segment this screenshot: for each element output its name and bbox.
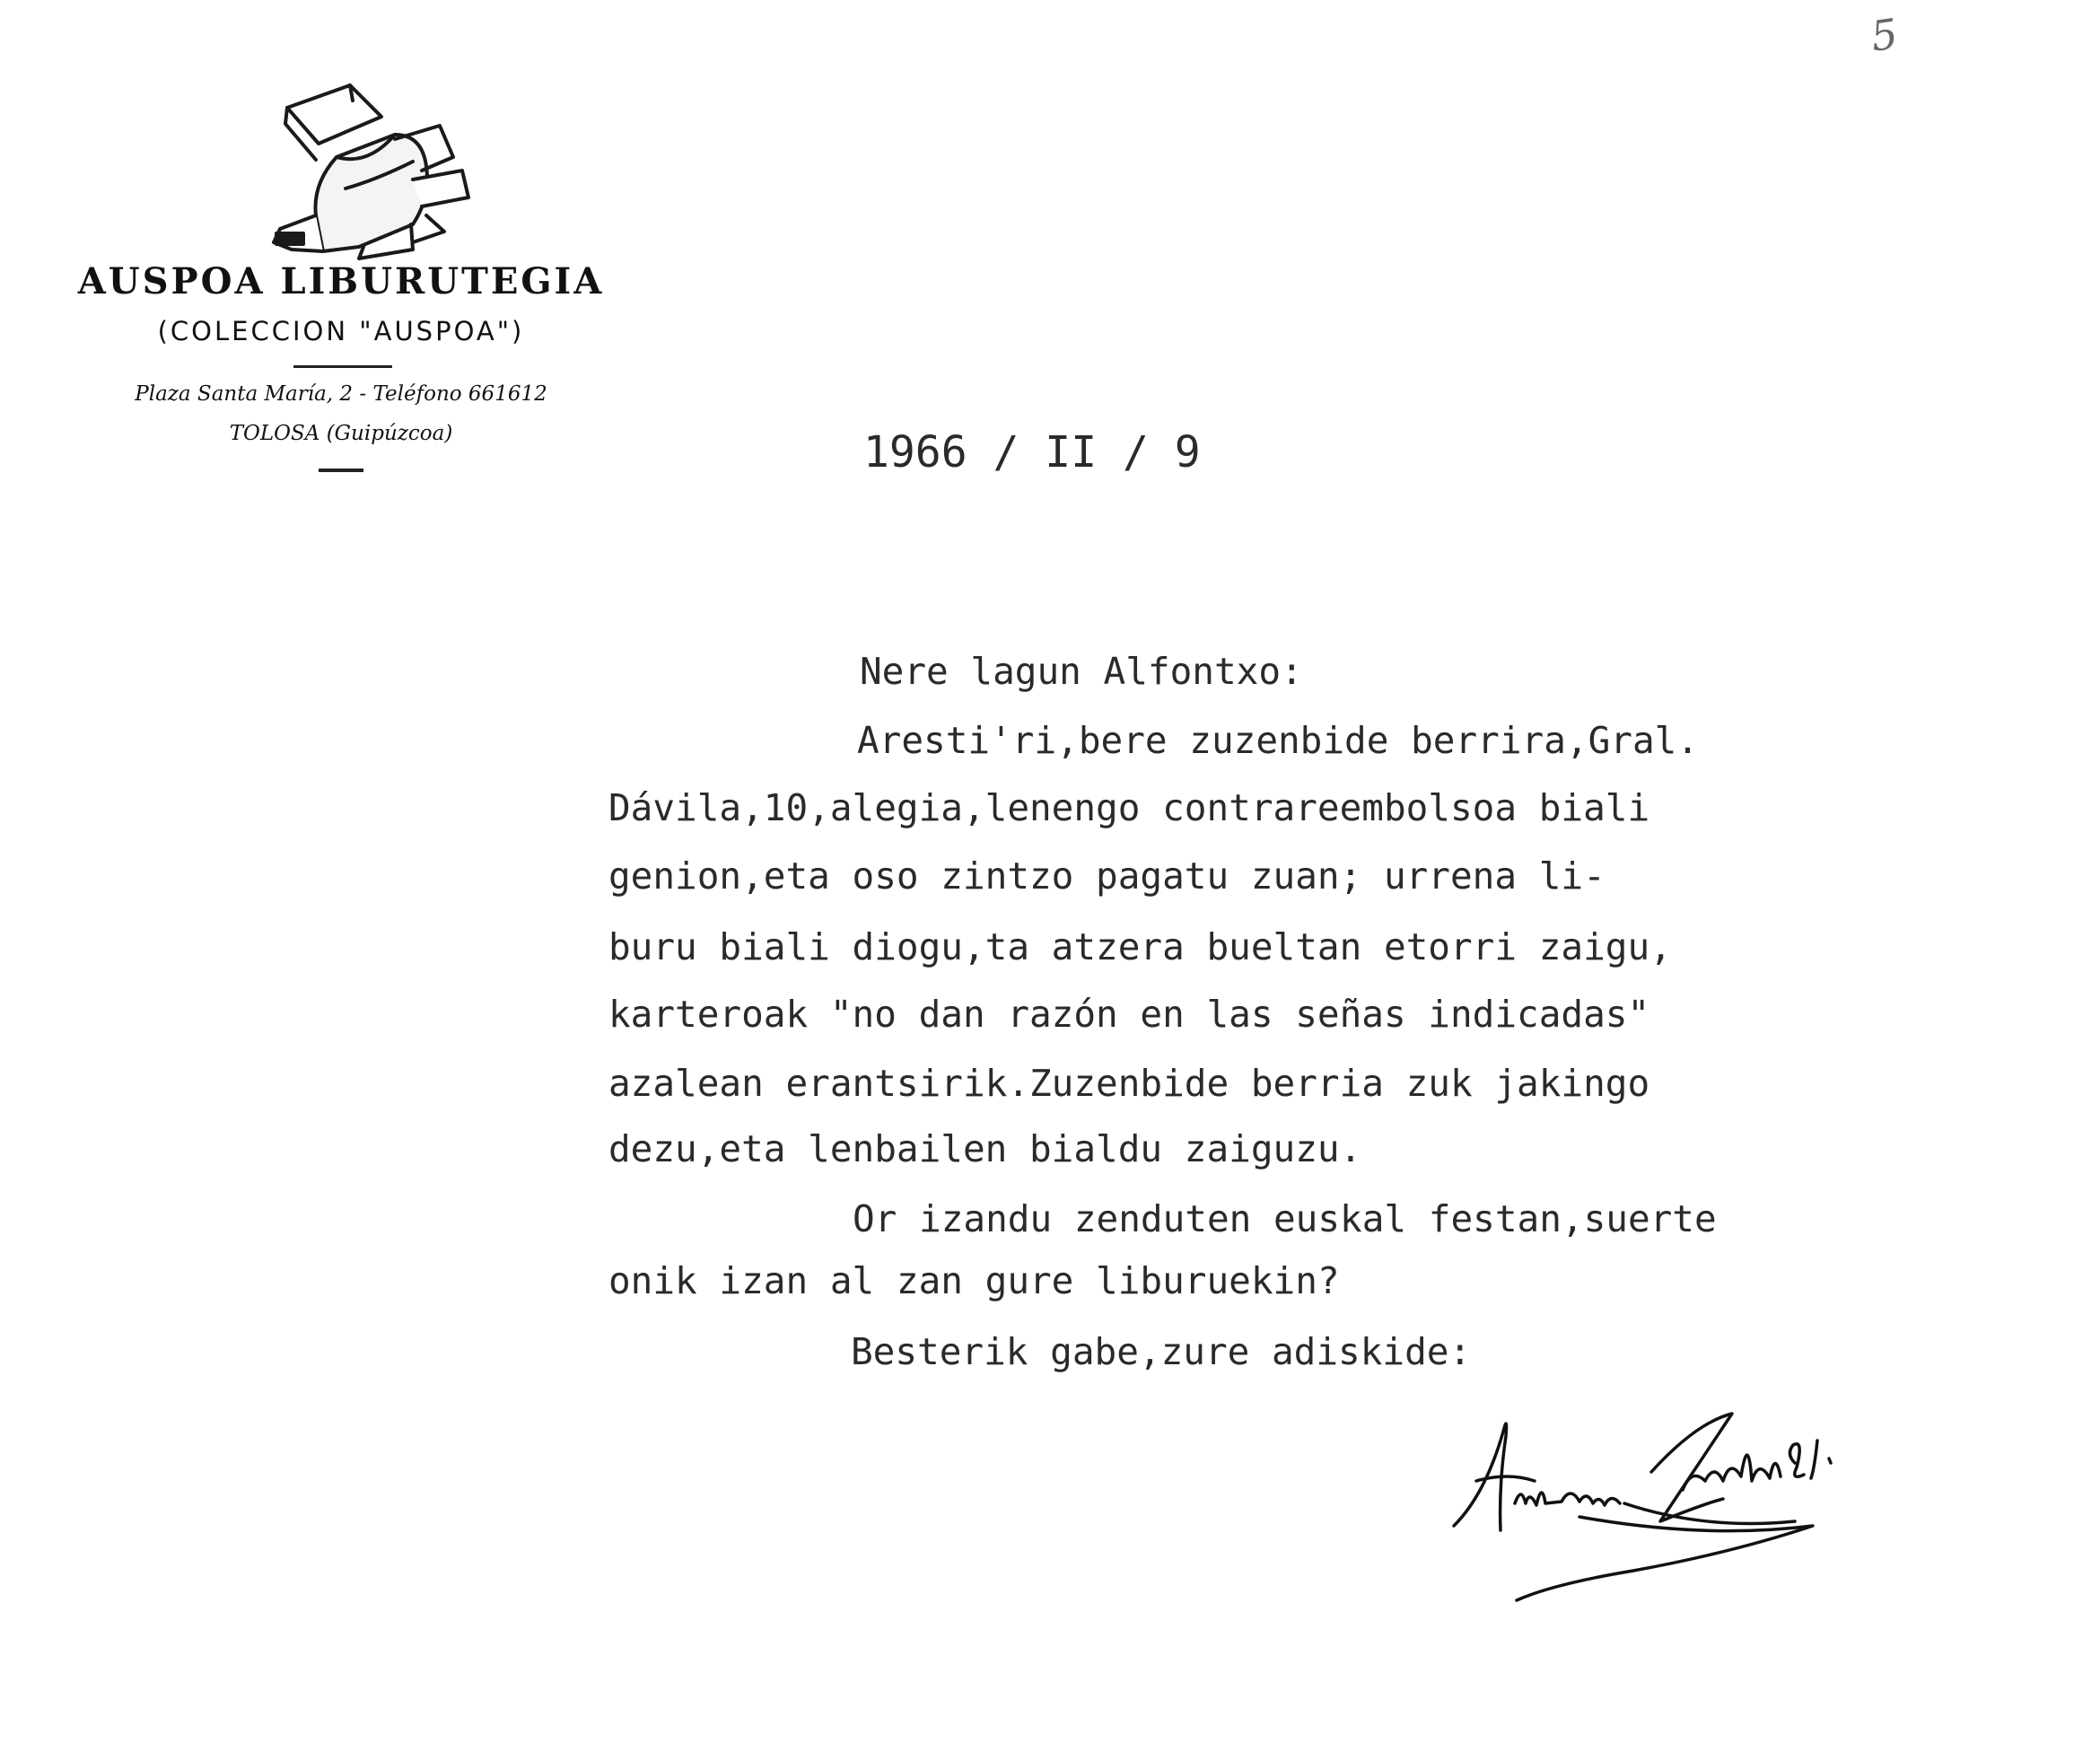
company-name: AUSPOA LIBURUTEGIA <box>77 260 605 302</box>
page-number: 5 <box>1868 9 1901 61</box>
body-line: buru biali diogu,ta atzera bueltan etorri zaigu, <box>608 925 1672 968</box>
divider <box>319 469 363 472</box>
body-line: karteroak "no dan razón en las señas indicadas" <box>608 993 1650 1036</box>
body-line: dezu,eta lenbailen bialdu zaiguzu. <box>608 1127 1362 1170</box>
body-line: genion,eta oso zintzo pagatu zuan; urrena li- <box>608 854 1606 898</box>
divider <box>293 365 392 368</box>
body-line: Aresti'ri,bere zuzenbide berrira,Gral. <box>857 719 1699 762</box>
bellows-icon <box>260 81 476 260</box>
collection-name: (COLECCION "AUSPOA") <box>157 316 525 346</box>
address: Plaza Santa María, 2 - Teléfono 661612 <box>135 382 547 406</box>
salutation: Nere lagun Alfontxo: <box>860 650 1303 693</box>
body-line: Or izandu zenduten euskal festan,suerte <box>853 1197 1717 1240</box>
closing: Besterik gabe,zure adiskide: <box>851 1330 1472 1373</box>
body-line: azalean erantsirik.Zuzenbide berria zuk jakingo <box>608 1062 1650 1105</box>
body-line: Dávila,10,alegia,lenengo contrareembolsoa biali <box>608 786 1650 829</box>
signature <box>1436 1396 1903 1602</box>
city: TOLOSA (Guipúzcoa) <box>229 422 453 445</box>
body-line: onik izan al zan gure liburuekin? <box>608 1259 1340 1302</box>
letter-date: 1966 / II / 9 <box>863 427 1201 477</box>
